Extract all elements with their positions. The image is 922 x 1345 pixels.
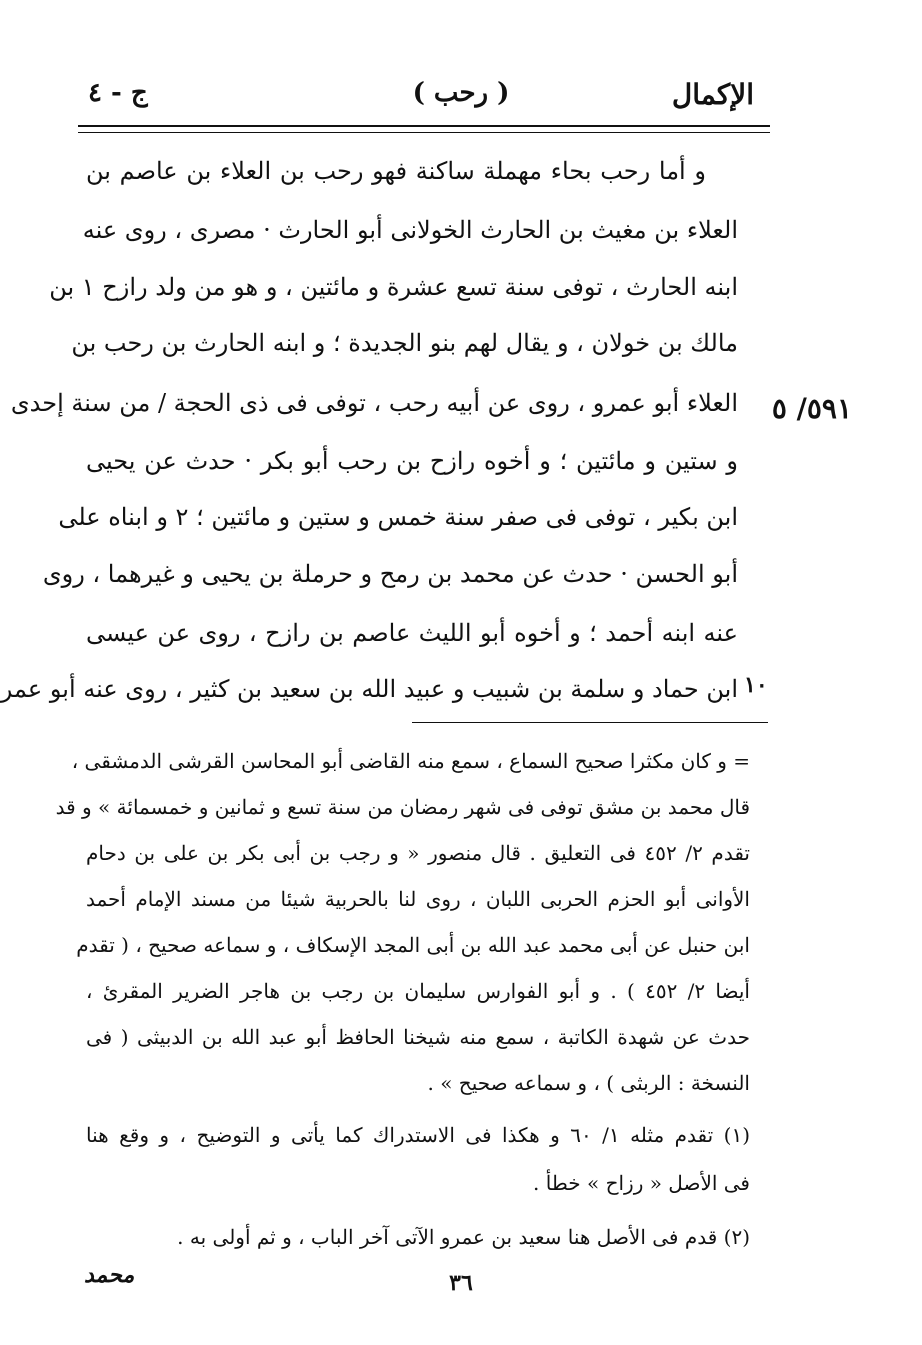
line-number-marker: ١٠ — [744, 672, 768, 698]
page-number: ٣٦ — [449, 1270, 473, 1296]
footnote-2: (٢) قدم فى الأصل هنا سعيد بن عمرو الآتى آخر الباب ، و ثم أولى به . — [177, 1225, 750, 1249]
volume-label: ج - ٤ — [88, 78, 148, 108]
footnote-line: تقدم ٢/ ٤٥٢ فى التعليق . قال منصور « و رجب بن أبى بكر بن على بن دحام — [86, 841, 751, 865]
body-line: و ستين و مائتين ؛ و أخوه رازح بن رحب أبو بكر · حدث عن يحيى — [86, 447, 738, 475]
body-line: العلاء أبو عمرو ، روى عن أبيه رحب ، توفى فى ذى الحجة / من سنة إحدى — [10, 389, 738, 417]
footnote-line: حدث عن شهدة الكاتبة ، سمع منه شيخنا الحافظ أبو عبد الله بن الدبيثى ( فى — [86, 1025, 750, 1049]
footnote-line: الأوانى أبو الحزم الحربى اللبان ، روى لنا بالحربية شيئا من مسند الإمام أحمد — [86, 887, 750, 911]
body-line: ابنه الحارث ، توفى سنة تسع عشرة و مائتين ، و هو من ولد رازح ١ بن — [49, 273, 738, 301]
body-line: ابن حماد و سلمة بن شبيب و عبيد الله بن سعيد بن كثير ، روى عنه أبو عمر — [0, 675, 738, 703]
signature: محمد — [84, 1262, 135, 1288]
footnote-line: = و كان مكثرا صحيح السماع ، سمع منه القاضى أبو المحاسن القرشى الدمشقى ، — [71, 749, 750, 773]
header-rule — [78, 125, 770, 127]
book-title: الإكمال — [671, 78, 754, 111]
footnote-line: النسخة : الربثى ) ، و سماعه صحيح » . — [427, 1071, 750, 1095]
footnote-line: ابن حنبل عن أبى محمد عبد الله بن أبى المجد الإسكاف ، و سماعه صحيح ، ( تقدم — [76, 933, 750, 957]
header-rule-thin — [78, 132, 770, 133]
section-title: ( رحب ) — [412, 78, 510, 108]
body-line: مالك بن خولان ، و يقال لهم بنو الجديدة ؛ و ابنه الحارث بن رحب بن — [71, 329, 738, 357]
footnote-separator — [412, 722, 768, 723]
footnote-1: (١) تقدم مثله ١/ ٦٠ و هكذا فى الاستدراك كما يأتى و التوضيح ، و وقع هنا — [86, 1123, 750, 1147]
footnote-line: أيضا ٢/ ٤٥٢ ) . و أبو الفوارس سليمان بن رجب بن هاجر الضرير المقرئ ، — [86, 979, 750, 1003]
footnote-1-cont: فى الأصل « رزاح » خطأ . — [533, 1171, 750, 1195]
body-line: العلاء بن مغيث بن الحارث الخولانى أبو الحارث · مصرى ، روى عنه — [82, 216, 738, 244]
entry-number: ٥٩١/ ٥ — [771, 392, 852, 425]
body-line: و أما رحب بحاء مهملة ساكنة فهو رحب بن العلاء بن عاصم بن — [86, 157, 706, 185]
body-line: أبو الحسن · حدث عن محمد بن رمح و حرملة بن يحيى و غيرهما ، روى — [42, 560, 738, 588]
body-line: عنه ابنه أحمد ؛ و أخوه أبو الليث عاصم بن رازح ، روى عن عيسى — [86, 619, 738, 647]
footnote-line: قال محمد بن مشق توفى فى شهر رمضان من سنة تسع و ثمانين و خمسمائة » و قد — [55, 795, 750, 819]
body-line: ابن بكير ، توفى فى صفر سنة خمس و ستين و مائتين ؛ ٢ و ابناه على — [58, 503, 738, 531]
